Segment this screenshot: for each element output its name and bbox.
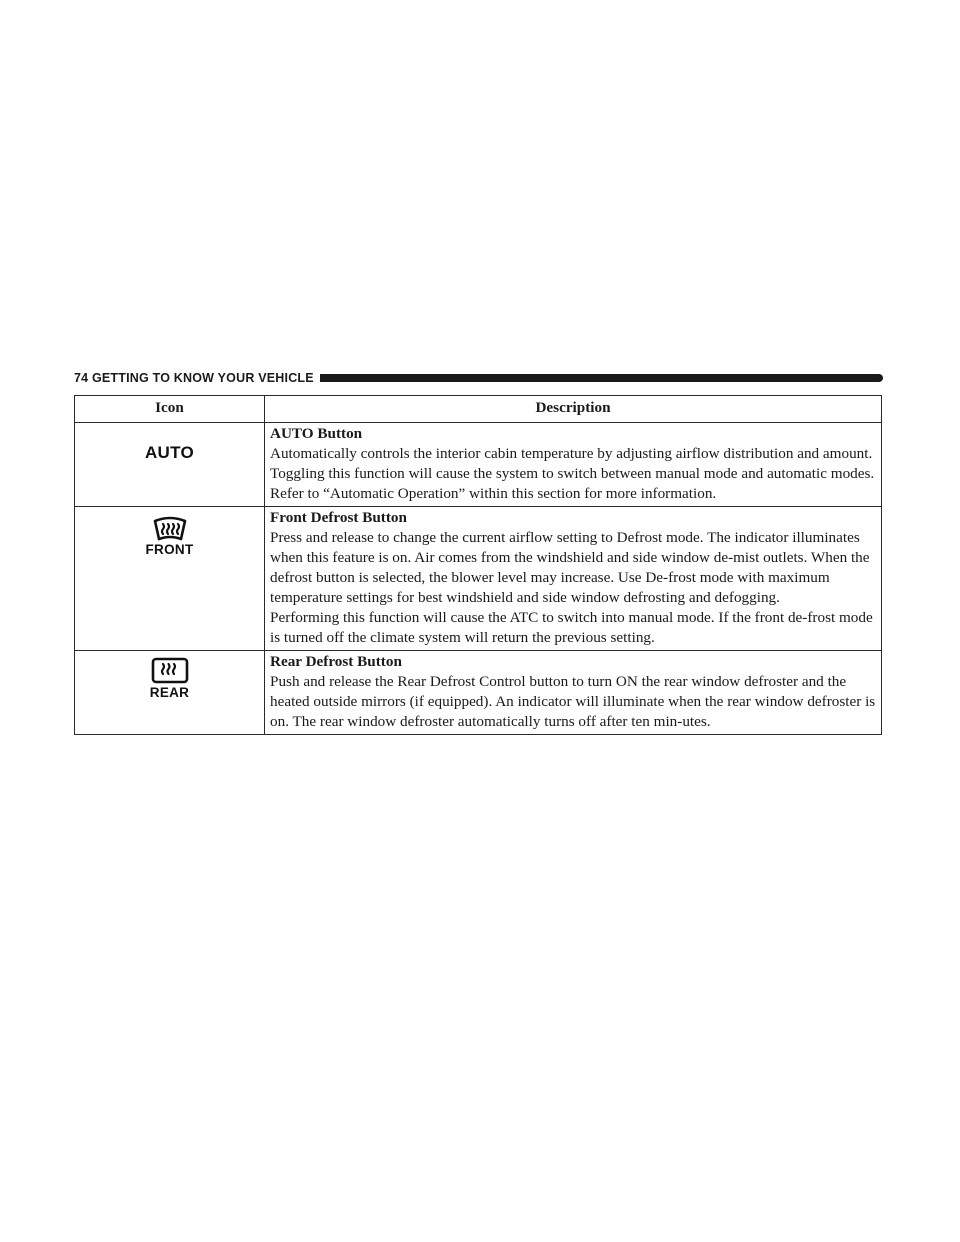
table-header-row bbox=[75, 396, 882, 423]
header-rule bbox=[320, 374, 883, 382]
rear-defrost-symbol bbox=[150, 657, 190, 700]
row-paragraph: Press and release to change the current airflow setting to Defrost mode. The indicator illuminates when this feature is on. Air comes from the windshield and side window de-mist outlets. When the defrost button is selected, the blower level may increase. Use De-frost mode with maximum temperature settings for best windshield and side window defrosting and defogging. bbox=[270, 529, 870, 606]
table-row bbox=[75, 423, 882, 507]
rear-defrost-icon bbox=[150, 657, 190, 685]
table-row bbox=[75, 507, 882, 651]
front-defrost-icon bbox=[152, 516, 188, 542]
row-paragraph: Push and release the Rear Defrost Control button to turn ON the rear window defroster and the heated outside mirrors (if equipped). An indicator will illuminate when the rear window defroster is on. The rear window defroster automatically turns off after ten min-utes. bbox=[270, 673, 876, 730]
row-paragraph: Automatically controls the interior cabin temperature by adjusting airflow distribution and amount. Toggling this function will cause the system to switch between manual mode and automatic modes. Refer to “Automatic Operation” within this section for more information. bbox=[270, 445, 875, 502]
page-number-and-section: 74 GETTING TO KNOW YOUR VEHICLE bbox=[74, 371, 314, 385]
climate-controls-table bbox=[74, 395, 882, 735]
table-row bbox=[75, 651, 882, 735]
front-label: FRONT bbox=[145, 542, 194, 557]
icon-cell bbox=[75, 507, 265, 651]
icon-cell bbox=[75, 423, 265, 507]
row-title: Rear Defrost Button bbox=[270, 653, 402, 670]
icon-cell bbox=[75, 651, 265, 735]
front-defrost-symbol bbox=[146, 516, 194, 557]
rear-label: REAR bbox=[149, 685, 190, 700]
column-header-description: Description bbox=[265, 396, 882, 423]
column-header-icon: Icon bbox=[75, 396, 265, 423]
page-header bbox=[74, 370, 883, 386]
description-cell bbox=[265, 423, 882, 507]
description-cell bbox=[265, 507, 882, 651]
row-paragraph: Performing this function will cause the ATC to switch into manual mode. If the front de-frost mode is turned off the climate system will return the previous setting. bbox=[270, 609, 873, 646]
row-title: AUTO Button bbox=[270, 425, 363, 442]
description-cell bbox=[265, 651, 882, 735]
auto-text-icon: AUTO bbox=[144, 443, 195, 462]
row-title: Front Defrost Button bbox=[270, 509, 407, 526]
